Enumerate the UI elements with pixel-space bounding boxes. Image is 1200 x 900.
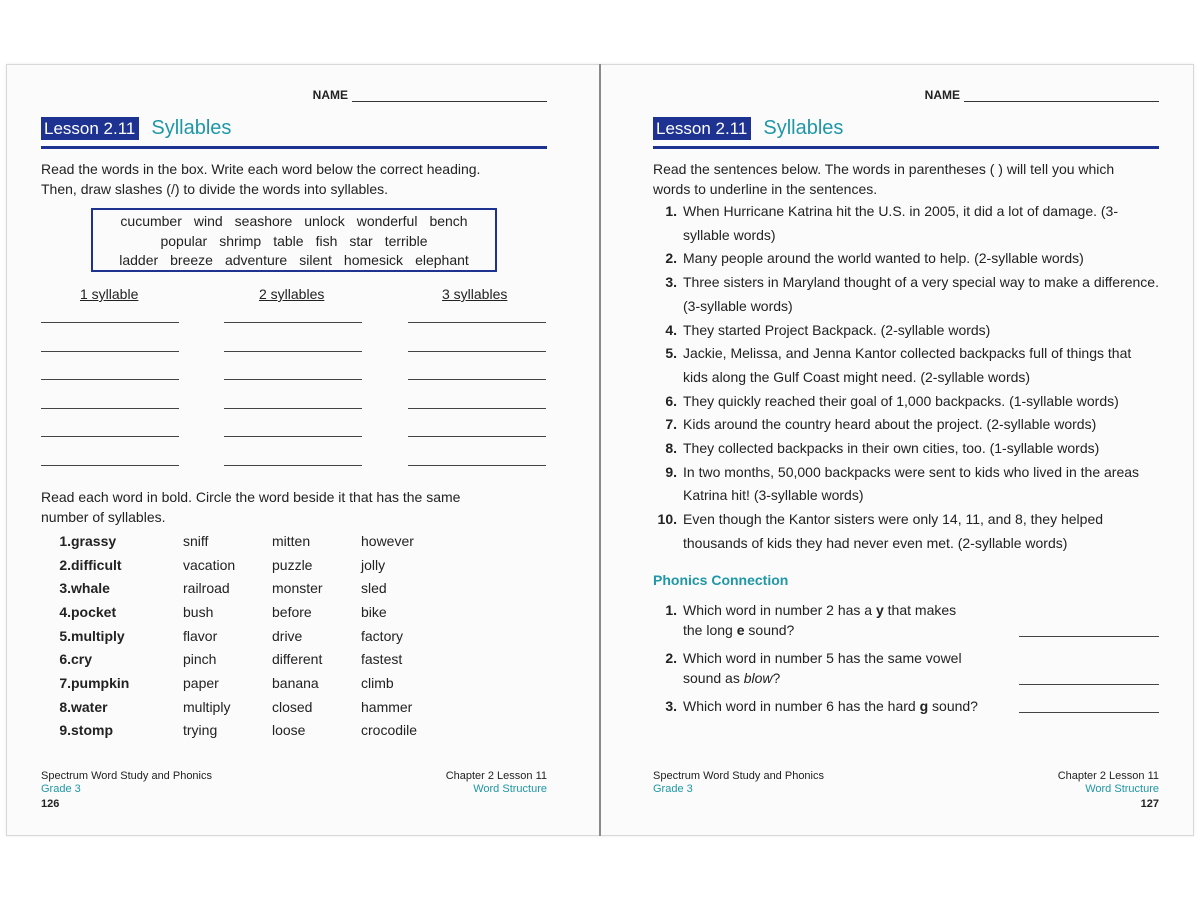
- bold-item: [41, 576, 461, 600]
- phonics-connection-title: Phonics Connection: [653, 572, 789, 588]
- lesson-tag: Lesson 2.11: [41, 117, 139, 140]
- lesson-title: Syllables: [763, 117, 844, 139]
- choice-word[interactable]: sniff: [183, 532, 209, 549]
- name-line[interactable]: [964, 90, 1159, 102]
- answer-blank[interactable]: [224, 465, 362, 466]
- sentence-text: Many people around the world wanted to help. (2-syllable words): [683, 250, 1084, 267]
- answer-blank[interactable]: [408, 436, 546, 437]
- phonics-question: [653, 648, 1159, 688]
- lesson-title: Syllables: [151, 117, 232, 139]
- item-number: 4.: [59, 603, 71, 620]
- phonics-question: [653, 696, 1159, 716]
- box-word: shrimp: [219, 232, 262, 249]
- sentence-number: 7.: [665, 416, 677, 433]
- item-number: 3.: [59, 580, 71, 597]
- answer-blank[interactable]: [224, 351, 362, 352]
- intro-line-1: Read the words in the box. Write each word below the correct heading.: [41, 161, 481, 177]
- sentence-number: 5.: [665, 345, 677, 362]
- sentence-number: 10.: [657, 511, 677, 528]
- word-box-row: [93, 232, 495, 252]
- box-word: adventure: [224, 252, 288, 268]
- page-gutter: [599, 64, 601, 836]
- choice-word[interactable]: vacation: [183, 556, 236, 573]
- blank-column-2: [224, 322, 362, 493]
- bold-intro-line-2: number of syllables.: [41, 509, 166, 525]
- question-part: sound?: [744, 622, 795, 638]
- footer-chapter: Chapter 2 Lesson 11: [1057, 770, 1159, 782]
- choice-word[interactable]: flavor: [183, 627, 218, 644]
- answer-blank[interactable]: [41, 351, 179, 352]
- answer-blank[interactable]: [224, 379, 362, 380]
- footer-left: [41, 770, 212, 796]
- question-part: sound?: [928, 698, 978, 714]
- footer-topic: Word Structure: [1085, 783, 1159, 795]
- sentence-text: Jackie, Melissa, and Jenna Kantor collected backpacks full of things that kids along the Gulf Coast might need. (2-syllable words): [683, 345, 1132, 385]
- sentence-text: When Hurricane Katrina hit the U.S. in 2005, it did a lot of damage. (3-syllable words): [683, 203, 1119, 243]
- sentence-item: [653, 508, 1159, 555]
- lesson-tag: Lesson 2.11: [653, 117, 751, 140]
- question-letter: e: [736, 622, 745, 638]
- answer-blank[interactable]: [224, 322, 362, 323]
- footer-left: [653, 770, 824, 796]
- footer-topic: Word Structure: [473, 783, 547, 795]
- choice-word[interactable]: multiply: [183, 698, 231, 715]
- bold-word: grassy: [71, 532, 117, 549]
- sentence-text: Three sisters in Maryland thought of a very special way to make a difference. (3-syllable words): [683, 274, 1159, 314]
- box-word: wonderful: [356, 213, 418, 229]
- intro-text: [653, 159, 1114, 199]
- bold-word: pumpkin: [71, 675, 130, 692]
- box-word: ladder: [119, 252, 159, 268]
- name-field: [925, 88, 1159, 102]
- bold-item: [41, 553, 461, 577]
- footer-grade: Grade 3: [41, 783, 81, 795]
- sentence-text: In two months, 50,000 backpacks were sent to kids who lived in the areas Katrina hit! (3-syllable words): [683, 463, 1140, 504]
- intro-line-2: Then, draw slashes (/) to divide the words into syllables.: [41, 181, 389, 197]
- sentence-item: [653, 271, 1159, 318]
- box-word: fish: [315, 232, 338, 249]
- choice-word[interactable]: factory: [361, 627, 404, 644]
- sentence-text: They started Project Backpack. (2-syllable words): [683, 321, 991, 338]
- sentence-number: 8.: [665, 440, 677, 456]
- answer-blank[interactable]: [41, 436, 179, 437]
- answer-blank[interactable]: [1019, 636, 1159, 637]
- name-label: NAME: [924, 88, 960, 102]
- answer-blank[interactable]: [408, 379, 546, 380]
- choice-word[interactable]: railroad: [183, 580, 230, 597]
- box-word: unlock: [304, 213, 345, 229]
- item-number: 9.: [59, 722, 71, 739]
- choice-word[interactable]: loose: [272, 722, 306, 739]
- left-page: [41, 64, 547, 836]
- bold-word: multiply: [71, 627, 125, 644]
- bold-item: [41, 671, 461, 695]
- question-number: 2.: [665, 650, 677, 666]
- lesson-header: [653, 117, 1159, 149]
- sentence-item: [653, 342, 1159, 389]
- sentence-number: 3.: [665, 274, 677, 291]
- item-number: 7.: [59, 675, 71, 692]
- box-word: star: [349, 232, 373, 249]
- choice-word[interactable]: jolly: [361, 556, 386, 573]
- bold-item: [41, 624, 461, 648]
- question-part: the long: [683, 622, 737, 638]
- sentence-item: [653, 319, 1159, 343]
- box-word: homesick: [343, 252, 404, 268]
- item-number: 1.: [59, 532, 71, 549]
- question-number: 1.: [665, 602, 677, 618]
- question-text: [683, 600, 1013, 640]
- answer-blank[interactable]: [41, 379, 179, 380]
- bold-item: [41, 648, 461, 672]
- sentence-text: Kids around the country heard about the project. (2-syllable words): [683, 416, 1097, 433]
- choice-word[interactable]: bike: [361, 603, 387, 620]
- footer-right: [1058, 770, 1159, 796]
- question-part: Which word in number 5 has the same vowel: [683, 650, 962, 666]
- name-line[interactable]: [352, 90, 547, 102]
- question-number: 3.: [665, 698, 677, 714]
- answer-blank[interactable]: [41, 465, 179, 466]
- heading-3-syllables: 3 syllables: [442, 286, 508, 302]
- answer-blank[interactable]: [408, 322, 546, 323]
- answer-blank[interactable]: [408, 465, 546, 466]
- footer-book: Spectrum Word Study and Phonics: [653, 770, 824, 782]
- sentence-item: [653, 461, 1159, 508]
- choice-word[interactable]: puzzle: [272, 556, 313, 573]
- name-label: NAME: [312, 88, 348, 102]
- sentence-text: Even though the Kantor sisters were only 14, 11, and 8, they helped thousands of kids they had never even met. (2-syllable words): [683, 511, 1104, 551]
- box-word: breeze: [170, 252, 213, 268]
- choice-word[interactable]: pinch: [183, 651, 217, 668]
- sentence-item: [653, 247, 1159, 271]
- intro-text: [41, 159, 480, 199]
- bold-word: stomp: [71, 722, 113, 739]
- word-box-row: [93, 212, 495, 232]
- answer-blank[interactable]: [1019, 684, 1159, 685]
- box-word: popular: [160, 232, 208, 249]
- word-box-row: [93, 251, 495, 271]
- bold-item: [41, 600, 461, 624]
- page-number: 126: [41, 798, 60, 810]
- answer-blank[interactable]: [224, 408, 362, 409]
- question-text: [683, 648, 1013, 688]
- sentence-number: 6.: [665, 392, 677, 409]
- bold-word: pocket: [71, 603, 117, 620]
- question-letter: g: [919, 698, 929, 714]
- item-number: 2.: [59, 556, 71, 573]
- answer-blank[interactable]: [408, 351, 546, 352]
- choice-word[interactable]: crocodile: [361, 722, 418, 739]
- answer-blank[interactable]: [1019, 712, 1159, 713]
- question-part: Which word in number 6 has the hard: [683, 698, 920, 714]
- sentence-text: They quickly reached their goal of 1,000 backpacks. (1-syllable words): [683, 392, 1119, 409]
- item-number: 5.: [59, 627, 71, 644]
- sentence-number: 2.: [665, 250, 677, 267]
- box-word: bench: [429, 213, 468, 229]
- choice-word[interactable]: hammer: [361, 698, 413, 715]
- bold-item: [41, 695, 461, 719]
- right-page: [653, 64, 1159, 836]
- bold-intro-line-1: Read each word in bold. Circle the word beside it that has the same: [41, 489, 461, 505]
- lesson-header: [41, 117, 547, 149]
- sentence-item: [653, 390, 1159, 414]
- question-part: sound as: [683, 670, 744, 686]
- sentence-text: They collected backpacks in their own cities, too. (1-syllable words): [683, 440, 1100, 456]
- choice-word[interactable]: climb: [361, 675, 394, 692]
- item-number: 6.: [59, 651, 71, 668]
- item-number: 8.: [59, 698, 71, 715]
- choice-word[interactable]: mitten: [272, 532, 311, 549]
- footer-chapter: Chapter 2 Lesson 11: [445, 770, 547, 782]
- answer-blank[interactable]: [224, 436, 362, 437]
- intro-line-1: Read the sentences below. The words in parentheses ( ) will tell you which: [653, 161, 1115, 177]
- choice-word[interactable]: fastest: [361, 651, 403, 668]
- footer-book: Spectrum Word Study and Phonics: [41, 770, 212, 782]
- box-word: table: [273, 232, 304, 249]
- answer-blank[interactable]: [408, 408, 546, 409]
- question-text: [683, 696, 1023, 716]
- box-word: seashore: [234, 213, 293, 229]
- footer-right: [446, 770, 547, 796]
- choice-word[interactable]: trying: [183, 722, 218, 739]
- question-part: ?: [772, 670, 781, 686]
- blank-column-3: [408, 322, 546, 493]
- name-field: [313, 88, 547, 102]
- intro-line-2: words to underline in the sentences.: [653, 181, 878, 197]
- bold-word: difficult: [71, 556, 122, 573]
- choice-word[interactable]: sled: [361, 580, 387, 597]
- choice-word[interactable]: bush: [183, 603, 214, 620]
- question-part: Which word in number 2 has a: [683, 602, 876, 618]
- answer-blank[interactable]: [41, 408, 179, 409]
- choice-word[interactable]: different: [272, 651, 323, 668]
- bold-word: cry: [71, 651, 93, 668]
- blank-column-1: [41, 322, 179, 493]
- bold-item: [41, 719, 461, 743]
- choice-word[interactable]: paper: [183, 675, 219, 692]
- sentence-item: [653, 413, 1159, 437]
- footer-grade: Grade 3: [653, 783, 693, 795]
- sentence-item: [653, 200, 1159, 247]
- sentence-number: 1.: [665, 203, 677, 219]
- choice-word[interactable]: drive: [272, 627, 303, 644]
- box-word: elephant: [415, 252, 469, 268]
- word-box: [91, 208, 497, 272]
- question-word: blow: [743, 670, 773, 686]
- answer-blank[interactable]: [41, 322, 179, 323]
- choice-word[interactable]: closed: [272, 698, 313, 715]
- page-number: 127: [1140, 798, 1159, 810]
- choice-word[interactable]: monster: [272, 580, 323, 597]
- question-letter: y: [875, 602, 884, 618]
- sentence-item: [653, 437, 1159, 461]
- box-word: terrible: [384, 232, 428, 249]
- box-word: cucumber: [120, 213, 182, 229]
- box-word: silent: [299, 252, 332, 268]
- question-part: that makes: [883, 602, 957, 618]
- bold-item: [41, 529, 461, 553]
- sentence-number: 9.: [665, 463, 677, 480]
- box-word: wind: [193, 213, 223, 229]
- choice-word[interactable]: before: [272, 603, 312, 620]
- heading-1-syllable: 1 syllable: [80, 286, 139, 302]
- heading-2-syllables: 2 syllables: [259, 286, 325, 302]
- bold-intro-text: [41, 487, 460, 527]
- bold-word: whale: [71, 580, 110, 597]
- sentence-number: 4.: [665, 321, 677, 338]
- phonics-question: [653, 600, 1159, 640]
- choice-word[interactable]: however: [361, 532, 414, 549]
- bold-word: water: [71, 698, 108, 715]
- choice-word[interactable]: banana: [272, 675, 319, 692]
